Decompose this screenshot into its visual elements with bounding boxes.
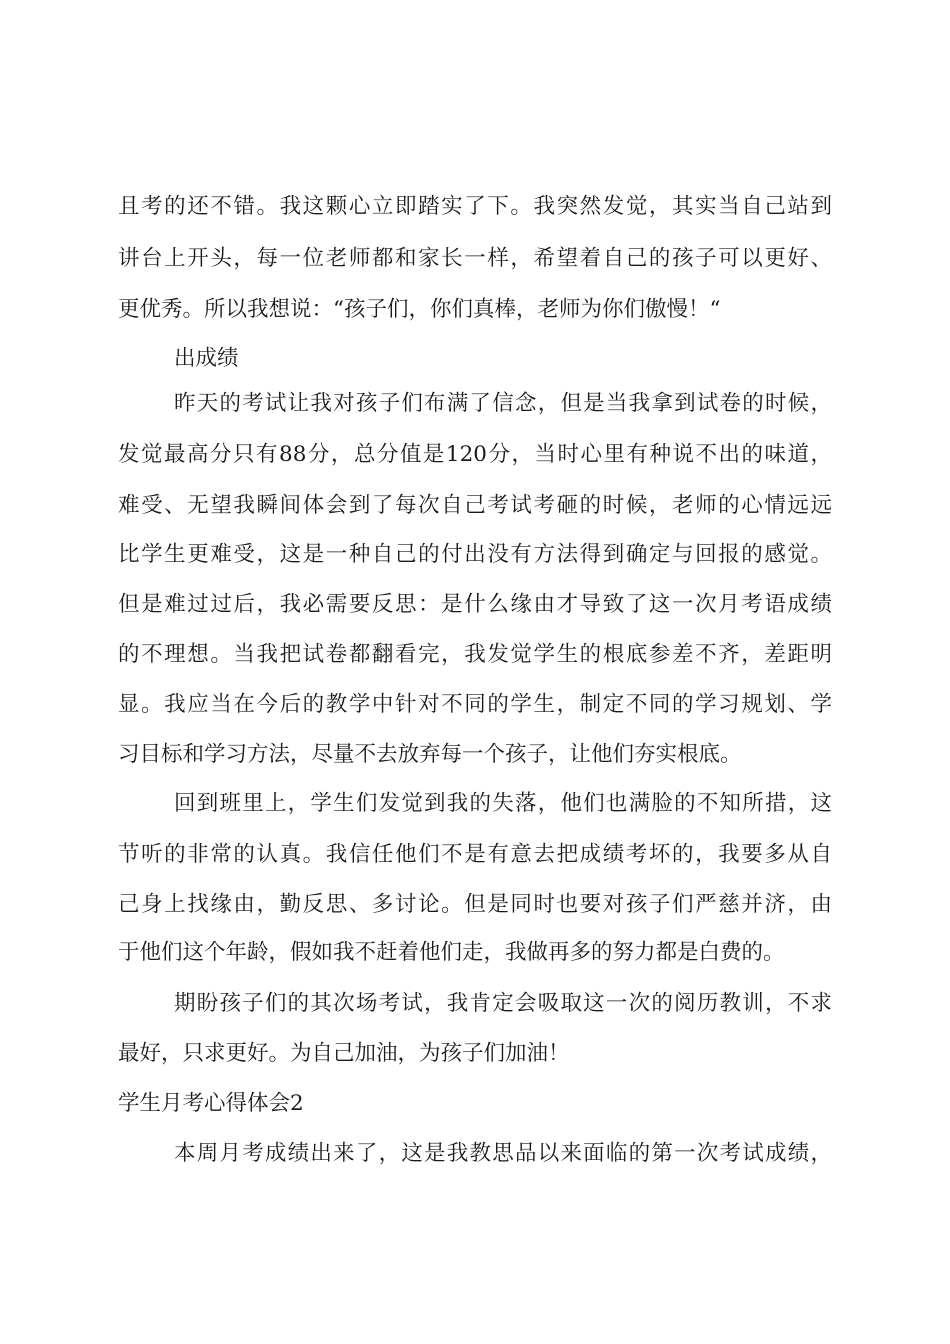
text-line: 发觉最高分只有88分，总分值是120分，当时心里有种说不出的味道， <box>118 442 832 467</box>
text-line: 比学生更难受，这是一种自己的付出没有方法得到确定与回报的感觉。 <box>118 542 832 567</box>
text-line: 但是难过过后，我必需要反思：是什么缘由才导致了这一次月考语成绩 <box>118 592 832 617</box>
text-line: 于他们这个年龄，假如我不赶着他们走，我做再多的努力都是白费的。 <box>118 940 785 965</box>
text-line: 更优秀。所以我想说：“孩子们，你们真棒，老师为你们傲慢！“ <box>118 297 721 322</box>
text-line: 显。我应当在今后的教学中针对不同的学生，制定不同的学习规划、学 <box>118 692 832 717</box>
text-line: 的不理想。当我把试卷都翻看完，我发觉学生的根底参差不齐，差距明 <box>118 642 832 667</box>
text-line: 己身上找缘由，勤反思、多讨论。但是同时也要对孩子们严慈并济，由 <box>118 892 832 917</box>
text-line: 本周月考成绩出来了，这是我教思品以来面临的第一次考试成绩， <box>174 1141 832 1166</box>
text-line: 习目标和学习方法，尽量不去放弃每一个孩子，让他们夯实根底。 <box>118 742 742 767</box>
text-line: 节听的非常的认真。我信任他们不是有意去把成绩考坏的，我要多从自 <box>118 842 832 867</box>
text-line: 昨天的考试让我对孩子们布满了信念，但是当我拿到试卷的时候， <box>174 391 832 416</box>
section-heading: 出成绩 <box>174 346 239 371</box>
text-line: 难受、无望我瞬间体会到了每次自己考试考砸的时候，老师的心情远远 <box>118 493 832 518</box>
text-line: 最好，只求更好。为自己加油，为孩子们加油！ <box>118 1041 570 1066</box>
text-line: 期盼孩子们的其次场考试，我肯定会吸取这一次的阅历教训，不求 <box>174 991 832 1016</box>
text-line: 且考的还不错。我这颗心立即踏实了下。我突然发觉，其实当自己站到 <box>118 194 832 219</box>
text-line: 回到班里上，学生们发觉到我的失落，他们也满脸的不知所措，这 <box>174 791 832 816</box>
document-subtitle: 学生月考心得体会2 <box>118 1091 304 1116</box>
text-line: 讲台上开头，每一位老师都和家长一样，希望着自己的孩子可以更好、 <box>118 246 832 271</box>
